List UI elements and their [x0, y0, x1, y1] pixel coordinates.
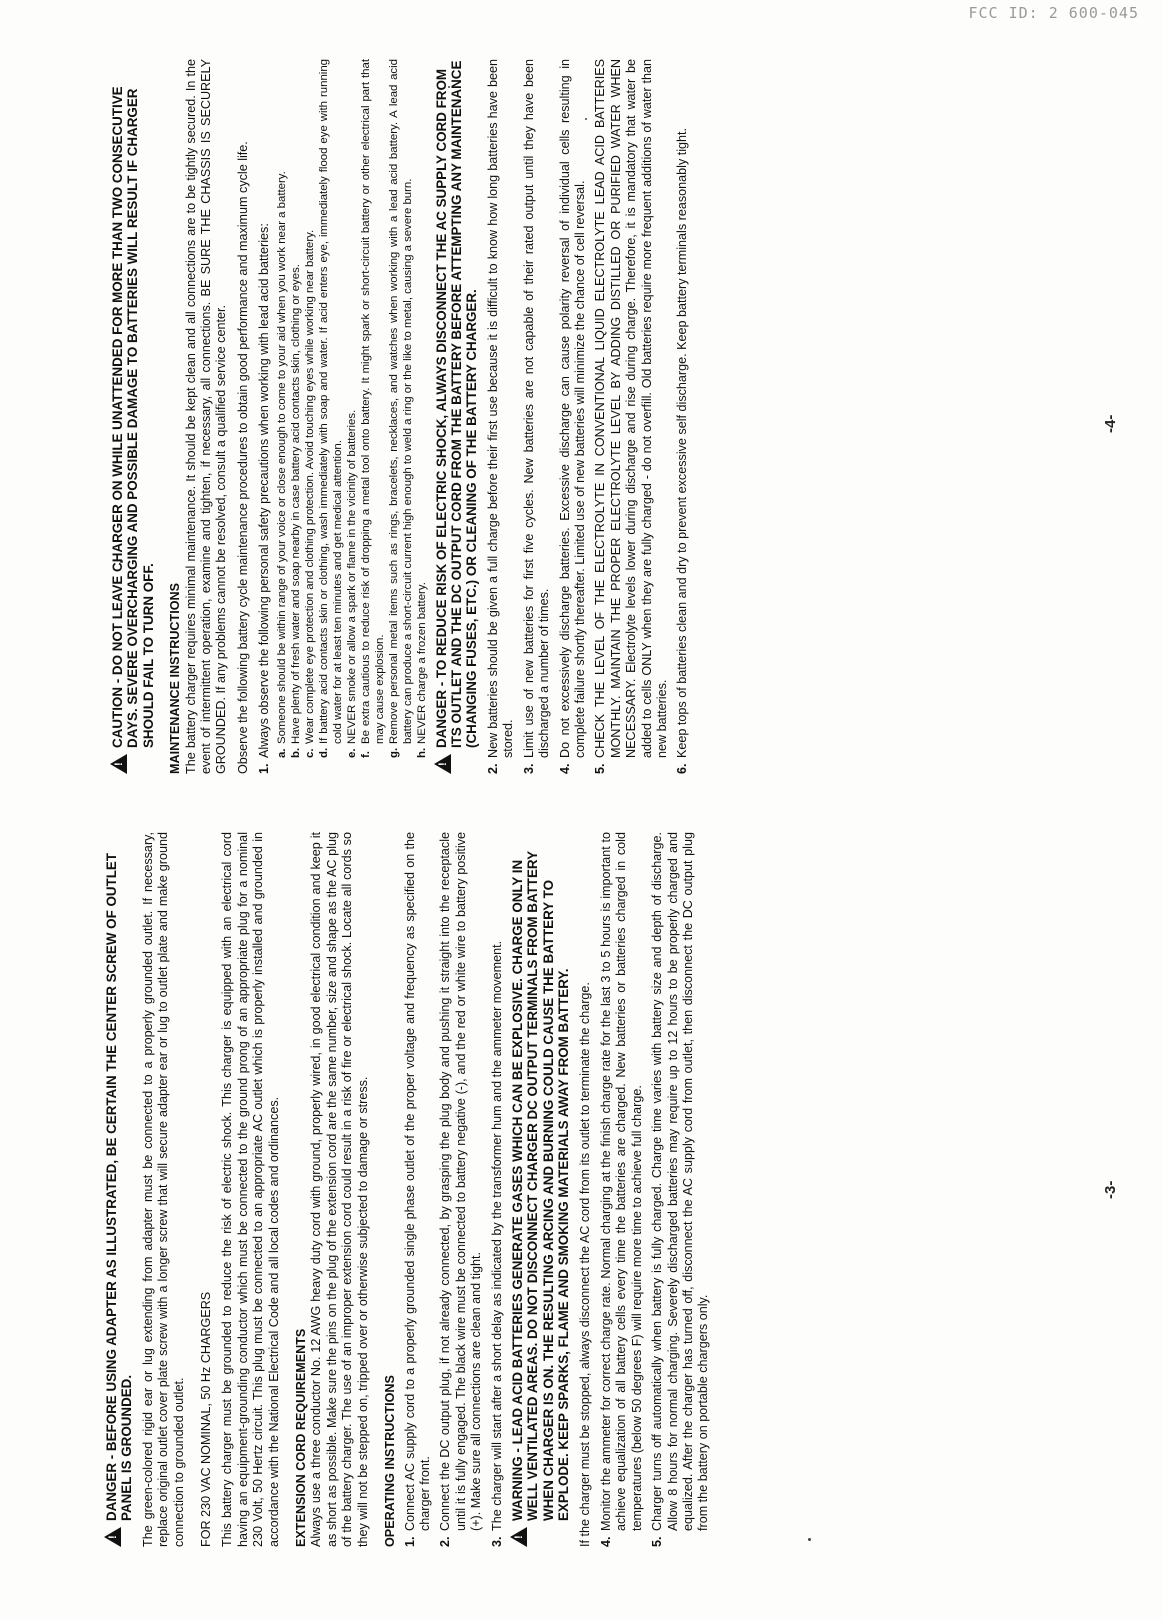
- item-number: 1.: [257, 763, 272, 774]
- heading-extension-cord: EXTENSION CORD REQUIREMENTS: [294, 1328, 309, 1547]
- step-number: 1.: [402, 1536, 417, 1547]
- step-number: 2.: [438, 1536, 453, 1547]
- list-item: [317, 59, 345, 758]
- caution-warning: [110, 59, 156, 774]
- list-item: [438, 832, 484, 1547]
- item-text: CHECK THE LEVEL OF THE ELECTROLYTE IN CONVENTIONAL LIQUID ELECTROLYTE LEAD ACID BATTERIES MONTHLY. MAINTAIN THE PROPER ELECTROLYTE LEVEL BY ADDING DISTILLED OR PURIFIED WATER WHEN NECESSARY. Electrolyte levels lower during discharge and rise during charge. Therefore, it is mandatory that water be added to cells ONLY when they are fully charged - do not overfill. Old batteries require more frequent additions of water than new batteries.: [593, 59, 669, 758]
- sub-text: Remove personal metal items such as rings, bracelets, necklaces, and watches when working with a lead acid battery. A lead acid battery can produce a short-circuit current high enough to weld a ring or the like to metal, causing a severe burn.: [387, 59, 414, 744]
- item-number: 4.: [557, 763, 572, 774]
- page-three-body: [104, 832, 717, 1547]
- item-text: Keep tops of batteries clean and dry to prevent excessive self discharge. Keep battery terminals reasonably tight.: [675, 127, 690, 758]
- maintenance-list-continued: [486, 59, 691, 774]
- warning-triangle-icon: [434, 754, 451, 774]
- extension-cord-paragraph: Always use a three conductor No. 12 AWG heavy duty cord with ground, properly wired, in good electrical condition and keep it as short as possible. Make sure the pins on the plug of the extension cord are the same number, size and shape as the AC plug of the battery charger. The use of an improper extension cord could result in a risk of fire or electrical shock. Locate all cords so they will not be stepped on, tripped over or otherwise subjected to damage or stress.: [309, 832, 370, 1547]
- sub-letter: e.: [345, 748, 358, 758]
- page-number-three: -3-: [1102, 1180, 1119, 1199]
- sub-letter: d.: [317, 747, 330, 758]
- list-item: [675, 59, 690, 774]
- danger-shock-warning: [434, 59, 480, 774]
- item-number: 2.: [485, 763, 500, 774]
- warning-triangle-icon: [510, 1527, 527, 1547]
- list-item: [289, 59, 303, 758]
- adapter-paragraph: The green-colored rigid ear or lug extending from adapter must be connected to a properly grounded outlet. If necessary, replace original outlet cover plate screw with a longer screw that will secure adapter ear or lug to outlet plate and make ground connection to grounded outlet.: [140, 832, 186, 1547]
- danger-adapter-text: DANGER - BEFORE USING ADAPTER AS ILLUSTRATED, BE CERTAIN THE CENTER SCREW OF OUTLET PANEL IS GROUNDED.: [104, 852, 135, 1521]
- list-item: [490, 832, 505, 1547]
- stop-charger-paragraph: If the charger must be stopped, always disconnect the AC cord from its outlet to terminate the charge.: [577, 982, 592, 1547]
- page-number-four: -4-: [1102, 414, 1119, 433]
- list-item: [387, 59, 415, 758]
- list-item: [415, 59, 429, 758]
- warning-gases-text: WARNING - LEAD ACID BATTERIES GENERATE GASES WHICH CAN BE EXPLOSIVE. CHARGE ONLY IN WELL VENTILATED AREAS. DO NOT DISCONNECT CHARGER DC OUTPUT TERMINALS FROM BATTERY WHEN CHARGER IS ON. THE RESULTING ARCING AND BURNING COULD CAUSE THE BATTERY TO EXPLODE. KEEP SPARKS, FLAME AND SMOKING MATERIALS AWAY FROM BATTERY.: [509, 851, 572, 1521]
- step-number: 3.: [489, 1536, 504, 1547]
- heading-230-vac: FOR 230 VAC NOMINAL, 50 Hz CHARGERS: [199, 1291, 214, 1547]
- operating-steps-list: [403, 832, 505, 1547]
- sub-text: Have plenty of fresh water and soap nearby in case battery acid contacts skin, clothing or eyes.: [289, 264, 302, 744]
- warning-triangle-icon: [104, 1527, 121, 1547]
- page-four-body: [110, 59, 696, 774]
- step-number: 5.: [650, 1536, 665, 1547]
- sub-text: Someone should be within range of your voice or close enough to come to your aid when you work near a battery.: [275, 171, 288, 744]
- step-text: Charger turns off automatically when battery is fully charged. Charge time varies with battery size and depth of discharge. Allow 8 hours for normal charging. Severely discharged batteries may require up to 12 hours to be properly charged and equalized. After the charger has turned off, disconnect the AC supply cord from outlet, then disconnect the DC output plug from the battery on portable chargers only.: [650, 832, 711, 1531]
- sub-text: Be extra cautious to reduce risk of dropping a metal tool onto battery. It might spark or short-circuit battery or other electrical part that may cause explosion.: [359, 59, 386, 744]
- item-text: Do not excessively discharge batteries. Excessive discharge can cause polarity reversal of individual cells resulting in complete failure shortly thereafter. Limited use of new batteries will minimize the chance of cell reversal.: [557, 59, 587, 758]
- item-number: 5.: [593, 763, 608, 774]
- list-item: [558, 59, 589, 774]
- list-item: [486, 59, 517, 774]
- sub-letter: h.: [415, 747, 428, 758]
- danger-adapter-warning: [104, 832, 135, 1547]
- step-text: Monitor the ammeter for correct charge rate. Normal charging at the finish charge rate for the last 3 to 5 hours is important to achieve equalization of all battery cells every time the batteries are charged. New batteries or batteries charged in cold temperatures (below 50 degrees F) will require more time to achieve full charge.: [598, 832, 644, 1531]
- sub-letter: a.: [275, 748, 288, 758]
- caution-text: CAUTION - DO NOT LEAVE CHARGER ON WHILE UNATTENDED FOR MORE THAN TWO CONSECUTIVE DAYS. SEVERE OVERCHARGING AND POSSIBLE DAMAGE TO BATTERIES WILL RESULT IF CHARGER SHOULD FAIL TO TURN OFF.: [110, 86, 156, 748]
- maintenance-paragraph: The battery charger requires minimal maintenance. It should be kept clean and all connections are to be tightly secured. In the event of intermittent operation, examine and tighten, if necessary, all connections. BE SURE THE CHASSIS IS SECURELY GROUNDED. If any problems cannot be resolved, consult a qualified service center.: [183, 59, 229, 774]
- list-item: [345, 59, 359, 758]
- heading-operating-instructions: OPERATING INSTRUCTIONS: [383, 1375, 398, 1547]
- list-item: [359, 59, 387, 758]
- step-text: Connect AC supply cord to a properly grounded single phase outlet of the proper voltage and frequency as specified on the charger front.: [402, 832, 432, 1531]
- sub-letter: g.: [387, 747, 400, 758]
- list-item: [275, 59, 289, 758]
- page-four: [0, 59, 1163, 774]
- list-item: [650, 832, 712, 1547]
- item-number: 3.: [521, 763, 536, 774]
- list-item: [593, 59, 670, 774]
- list-item: [599, 832, 645, 1547]
- sub-letter: f.: [359, 751, 372, 758]
- list-item: [257, 59, 428, 774]
- sub-text: Wear complete eye protection and clothing protection. Avoid touching eyes while working near battery.: [303, 229, 316, 744]
- step-number: 4.: [598, 1536, 613, 1547]
- list-item: [522, 59, 553, 774]
- step-text: Connect the DC output plug, if not already connected, by grasping the plug body and pushing it straight into the receptacle until it is fully engaged. The black wire must be connected to battery negative (-), and the red or white wire to battery positive (+). Make sure all connections are clean and tight.: [438, 832, 484, 1531]
- heading-maintenance-instructions: MAINTENANCE INSTRUCTIONS: [168, 582, 183, 774]
- safety-precautions-list: [275, 59, 429, 758]
- sub-text: If battery acid contacts skin or clothing, wash immediately with soap and water. If acid enters eye, immediately flood eye with running cold water for at least ten minutes and get medical attention.: [317, 59, 344, 744]
- item-number: 6.: [675, 763, 690, 774]
- observe-paragraph: Observe the following battery cycle maintenance procedures to obtain good performance and maximum cycle life.: [235, 141, 250, 774]
- list-item: [303, 59, 317, 758]
- page-three: [0, 832, 1163, 1547]
- sub-text: NEVER smoke or allow a spark or flame in the vicinity of batteries.: [345, 409, 358, 744]
- sub-letter: b.: [289, 747, 302, 758]
- list-item: [403, 832, 434, 1547]
- sub-letter: c.: [303, 748, 316, 758]
- sub-text: NEVER charge a frozen battery.: [415, 582, 428, 744]
- grounding-paragraph: This battery charger must be grounded to reduce the risk of electric shock. This charger is equipped with an electrical cord having an equipment-grounding conductor which must be connected to the ground prong of an appropriate plug for a nominal 230 Volt, 50 Hertz circuit. This plug must be connected to an appropriate AC outlet which is properly installed and grounded in accordance with the National Electrical Code and all local codes and ordinances.: [220, 832, 281, 1547]
- maintenance-list: [257, 59, 428, 774]
- item-text: New batteries should be given a full charge before their first use because it is difficult to know how long batteries have been stored.: [485, 59, 516, 758]
- item-text: Always observe the following personal safety precautions when working with lead acid batteries:: [257, 223, 272, 758]
- item-text: Limit use of new batteries for first five cycles. New batteries are not capable of their rated output until they have been discharged a number of times.: [521, 59, 552, 758]
- step-text: The charger will start after a short delay as indicated by the transformer hum and the ammeter movement.: [489, 940, 504, 1531]
- operating-steps-list-continued: [599, 832, 712, 1547]
- warning-gases: [510, 832, 572, 1547]
- fcc-id-stamp: FCC ID: 2 600-045: [968, 4, 1139, 22]
- warning-triangle-icon: [110, 754, 127, 774]
- danger-shock-text: DANGER - TO REDUCE RISK OF ELECTRIC SHOCK, ALWAYS DISCONNECT THE AC SUPPLY CORD FROM ITS OUTLET AND THE DC OUTPUT CORD FROM THE BATTERY BEFORE ATTEMPTING ANY MAINTENANCE (CHANGING FUSES, ETC.) OR CLEANING OF THE BATTERY CHARGER.: [433, 60, 480, 748]
